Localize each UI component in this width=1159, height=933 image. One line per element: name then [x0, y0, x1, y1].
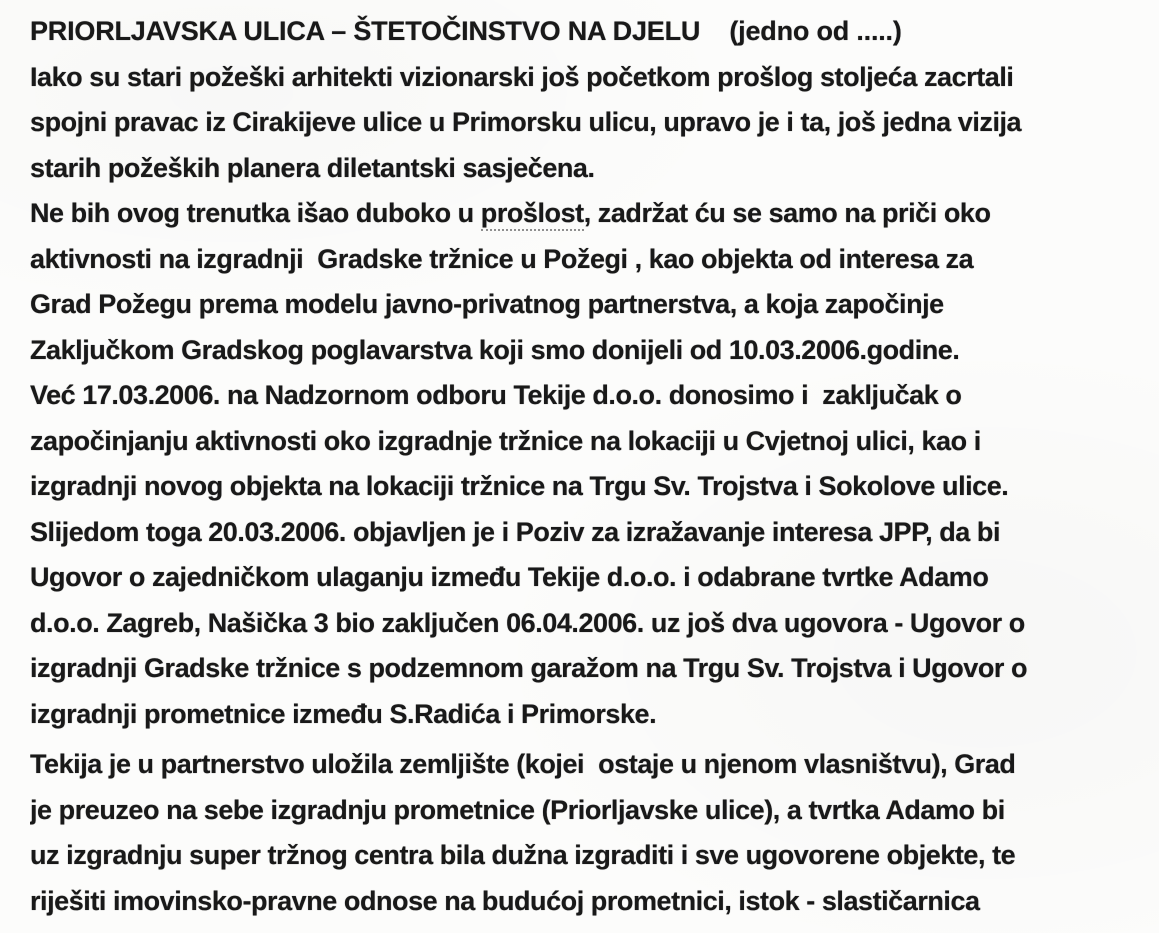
- spellcheck-underlined-word: prošlost: [481, 198, 584, 231]
- text-line: [30, 55, 1135, 101]
- text-segment: aktivnosti na izgradnji Gradske tržnice u Požegi , kao objekta od interesa za: [30, 243, 974, 274]
- text-line: [30, 237, 1135, 283]
- text-segment: Slijedom toga 20.03.2006. objavljen je i Poziv za izražavanje interesa JPP, da bi: [30, 516, 1000, 547]
- text-line: [30, 692, 1135, 738]
- text-segment: uz izgradnju super tržnog centra bila dužna izgraditi i sve ugovorene objekte, te: [30, 840, 1016, 870]
- text-segment: d.o.o. Zagreb, Našička 3 bio zaključen 06.04.2006. uz još dva ugovora - Ugovor o: [30, 607, 1025, 638]
- text-segment: izgradnji Gradske tržnice s podzemnom garažom na Trgu Sv. Trojstva i Ugovor o: [30, 653, 1028, 683]
- text-line: [30, 191, 1135, 237]
- text-line: [30, 146, 1135, 192]
- text-segment: izgradnji prometnice između S.Radića i Primorske.: [30, 698, 657, 729]
- text-segment: Ne bih ovog trenutka išao duboko u: [30, 198, 481, 228]
- text-line: [30, 464, 1135, 510]
- text-segment: Već 17.03.2006. na Nadzornom odboru Tekije d.o.o. donosimo i zaključak o: [30, 380, 962, 410]
- text-segment: je preuzeo na sebe izgradnju prometnice (Priorljavske ulice), a tvrtka Adamo bi: [30, 794, 1005, 825]
- text-line: [30, 879, 1135, 925]
- text-line: [30, 373, 1135, 419]
- text-line: [30, 510, 1135, 556]
- text-line: [30, 742, 1135, 788]
- text-segment: , zadržat ću se samo na priči oko: [583, 198, 991, 228]
- text-segment: starih požeških planera diletantski sasječena.: [30, 152, 595, 183]
- text-line: [30, 419, 1135, 465]
- text-line: [30, 788, 1135, 834]
- document-body: [30, 55, 1135, 925]
- text-line: [30, 100, 1135, 146]
- text-line: [30, 833, 1135, 879]
- text-segment: započinjanju aktivnosti oko izgradnje tržnice na lokaciji u Cvjetnoj ulici, kao i: [30, 425, 981, 456]
- text-segment: Ugovor o zajedničkom ulaganju između Tekije d.o.o. i odabrane tvrtke Adamo: [30, 562, 989, 592]
- text-segment: spojni pravac iz Cirakijeve ulice u Primorsku ulicu, upravo je i ta, još jedna vizija: [30, 107, 1022, 137]
- text-line: [30, 555, 1135, 601]
- text-line: [30, 601, 1135, 647]
- text-line: [30, 282, 1135, 328]
- text-segment: Iako su stari požeški arhitekti vizionarski još početkom prošlog stoljeća zacrtali: [30, 61, 1014, 92]
- text-segment: Grad Požegu prema modelu javno-privatnog partnerstva, a koja započinje: [30, 289, 944, 319]
- text-line: [30, 646, 1135, 692]
- document-title: PRIORLJAVSKA ULICA – ŠTETOČINSTVO NA DJELU (jedno od .....): [30, 16, 902, 46]
- text-line: [30, 328, 1135, 374]
- text-segment: Tekija je u partnerstvo uložila zemljište (kojei ostaje u njenom vlasništvu), Grad: [30, 749, 1016, 779]
- text-segment: Zaključkom Gradskog poglavarstva koji smo donijeli od 10.03.2006.godine.: [30, 334, 960, 365]
- text-segment: izgradnji novog objekta na lokaciji tržnice na Trgu Sv. Trojstva i Sokolove ulice.: [30, 471, 1009, 501]
- text-segment: riješiti imovinsko-pravne odnose na budućoj prometnici, istok - slastičarnica: [30, 885, 980, 916]
